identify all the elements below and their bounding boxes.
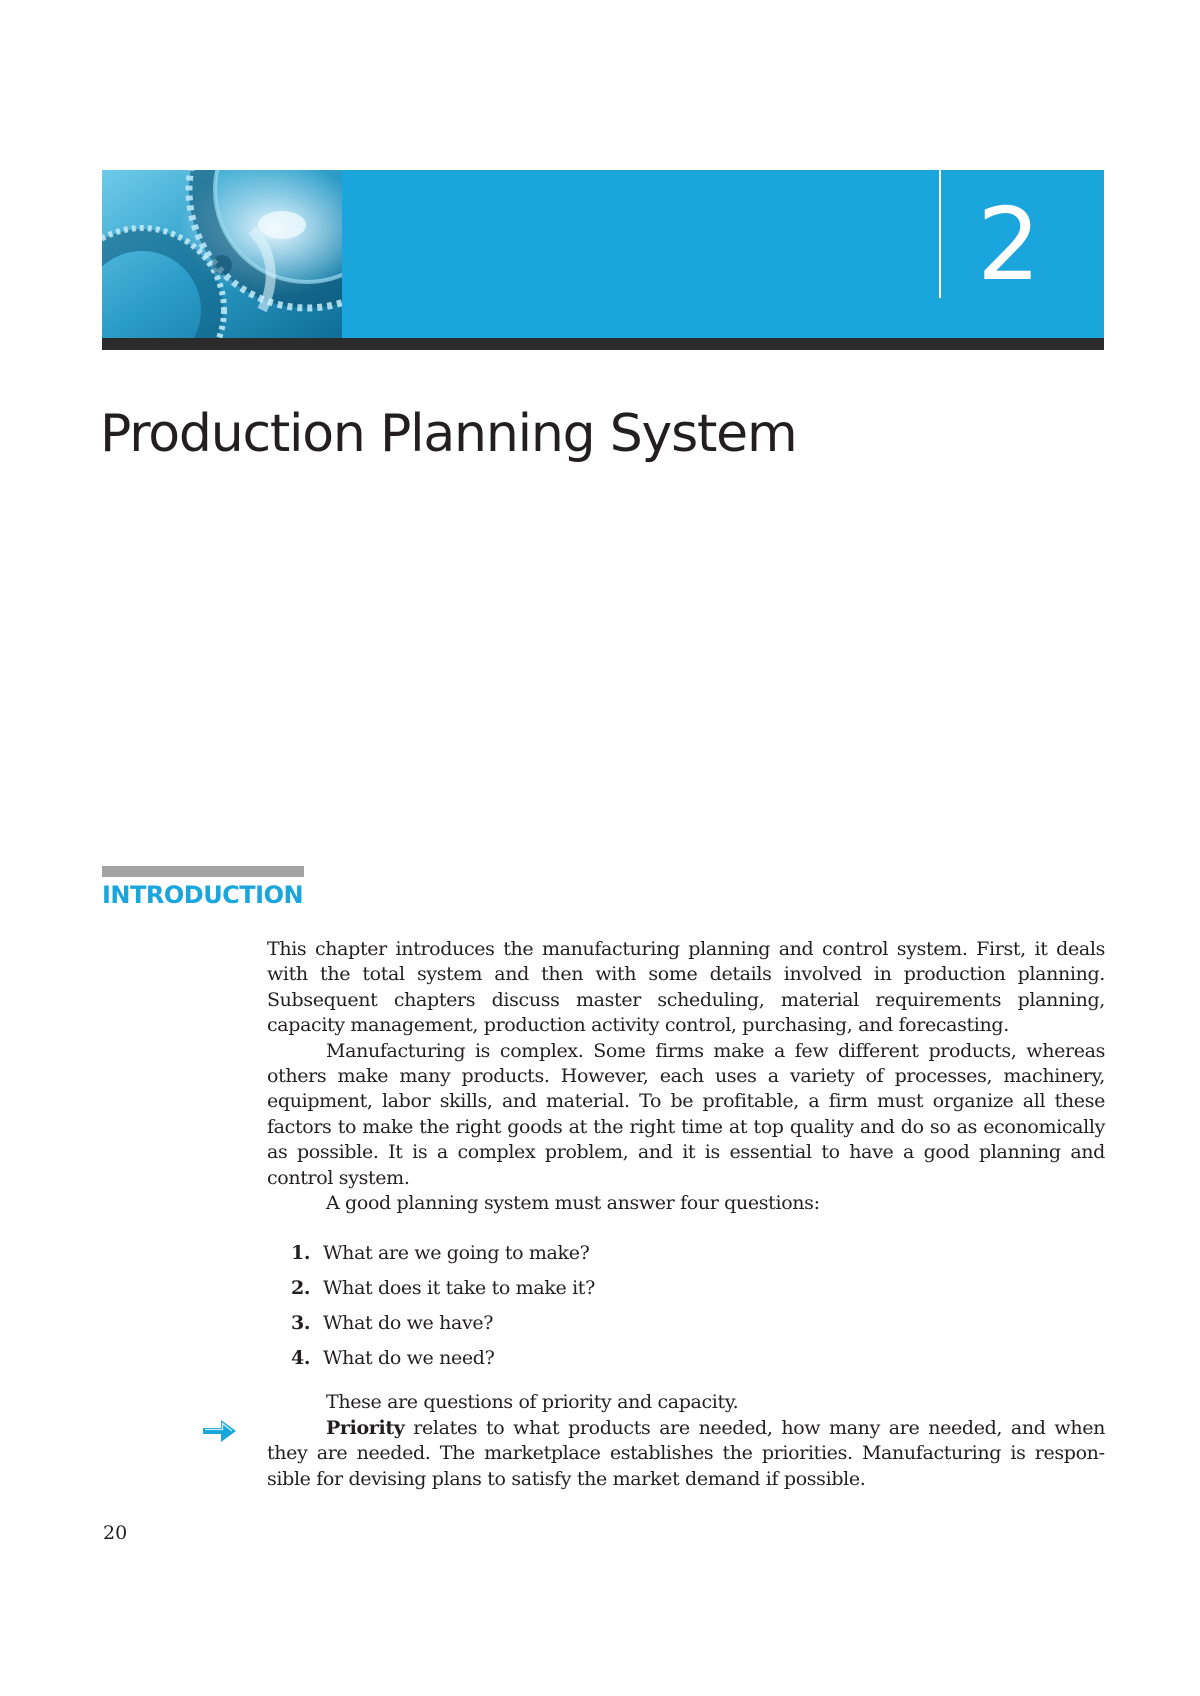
- list-item: [267, 1271, 1105, 1306]
- priority-term: Priority: [326, 1416, 405, 1439]
- section-bar: [102, 866, 304, 877]
- paragraph-4: These are questions of priority and capacity.: [326, 1391, 739, 1414]
- list-item-text: What does it take to make it?: [323, 1277, 595, 1300]
- list-item-number: 2.: [291, 1277, 311, 1300]
- question-list: [267, 1236, 1105, 1376]
- list-item-text: What are we going to make?: [323, 1242, 590, 1265]
- paragraph-5-text: relates to what products are needed, how many are needed, and when they are needed. The marketplace establishes the priorities. Manufacturing is responsible for devising plans to satisfy the market demand if possible.: [267, 1416, 1105, 1490]
- chapter-number: 2: [977, 186, 1041, 303]
- list-item-number: 3.: [291, 1312, 311, 1335]
- list-item-text: What do we need?: [323, 1347, 495, 1370]
- list-item-number: 1.: [291, 1242, 311, 1265]
- right-arrow-icon: [201, 1416, 239, 1446]
- list-item-number: 4.: [291, 1347, 311, 1370]
- banner-divider: [939, 170, 941, 298]
- list-item: [267, 1306, 1105, 1341]
- paragraph-1: This chapter introduces the manufacturing planning and control system. First, it deals with the total system and then with some details involved in production planning. Subsequent chapters discuss master scheduling, material requirements planning, capacity management, production activity control, purchasing, and forecasting.: [267, 938, 1105, 1037]
- list-item: [267, 1341, 1105, 1376]
- paragraph-2: Manufacturing is complex. Some firms make a few different products, whereas others make many products. However, each uses a variety of processes, machinery, equipment, labor skills, and material. To be profitable, a firm must organize all these factors to make the right goods at the right time at top quality and do so as economically as possible. It is a complex problem, and it is essential to have a good planning and control system.: [267, 1039, 1105, 1189]
- banner-rule: [102, 338, 1104, 350]
- chapter-title: Production Planning System: [100, 404, 797, 464]
- list-item-text: What do we have?: [323, 1312, 494, 1335]
- section-heading: INTRODUCTION: [102, 881, 304, 909]
- body-text: [267, 937, 1105, 1492]
- paragraph-5: [267, 1416, 1105, 1492]
- chapter-banner: [102, 170, 1104, 338]
- gear-photo: [102, 170, 342, 338]
- page-number: 20: [103, 1522, 128, 1544]
- list-item: [267, 1236, 1105, 1271]
- paragraph-3: A good planning system must answer four questions:: [326, 1192, 820, 1215]
